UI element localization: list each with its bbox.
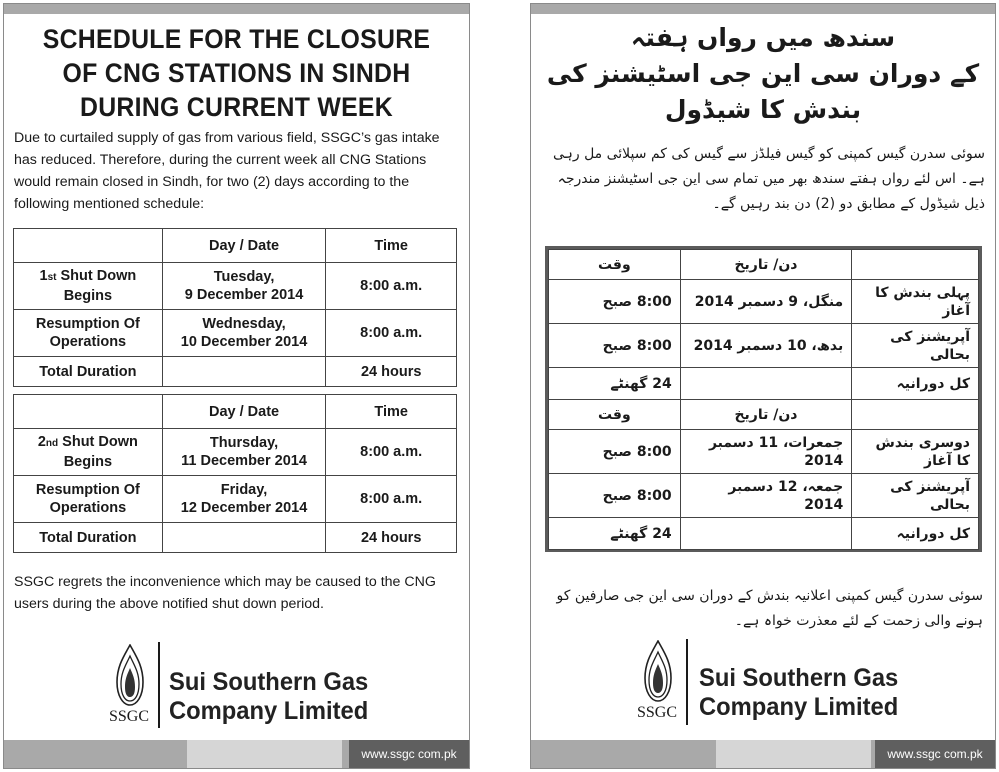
row-time: 8:00 a.m. xyxy=(326,429,457,476)
row-label: آپریشنز کی بحالی xyxy=(852,324,979,368)
row-label: کل دورانیہ xyxy=(852,368,979,400)
urdu-notice-panel xyxy=(530,3,996,769)
table-header-row xyxy=(14,229,457,263)
urdu-tables-frame xyxy=(545,246,982,552)
company-name: Sui Southern Gas Company Limited xyxy=(169,668,369,725)
row-label: آپریشنز کی بحالی xyxy=(852,474,979,518)
row-total: 24 hours xyxy=(326,357,457,387)
row-time: 8:00 a.m. xyxy=(326,310,457,357)
row-time: 8:00 صبح xyxy=(549,474,681,518)
urdu-schedule-table-second xyxy=(548,399,979,550)
bottom-bar xyxy=(4,740,469,768)
row-date: جمعہ، 12 دسمبر 2014 xyxy=(680,474,852,518)
table-row xyxy=(549,324,979,368)
row-time: 8:00 صبح xyxy=(549,430,681,474)
header-day-date: Day / Date xyxy=(162,395,326,429)
row-date: Friday, 12 December 2014 xyxy=(162,476,326,523)
row-total: 24 گھنٹے xyxy=(549,368,681,400)
header-day-date: دن/ تاریخ xyxy=(680,400,852,430)
row-label: Total Duration xyxy=(14,357,163,387)
header-time: وقت xyxy=(549,400,681,430)
header-time: وقت xyxy=(549,250,681,280)
english-intro-paragraph: Due to curtailed supply of gas from various field, SSGC’s gas intake has reduced. Therefore, during the current week all CNG Stations would remain closed in Sindh, for two (2) days according to the following mentioned schedule: xyxy=(14,130,440,212)
flame-icon xyxy=(114,644,146,706)
urdu-intro-paragraph: سوئی سدرن گیس کمپنی کو گیس فیلڈز سے گیس کی کم سپلائی مل رہی ہے۔ اس لئے رواں ہفتے سندھ بھر میں تمام سی این جی اسٹیشنز مندرجہ ذیل شیڈول کے مطابق دو (2) دن بند رہیں گے۔ xyxy=(552,146,985,212)
row-time: 8:00 a.m. xyxy=(326,263,457,310)
table-row xyxy=(14,476,457,523)
row-label: Resumption Of Operations xyxy=(14,476,163,523)
row-total: 24 hours xyxy=(326,523,457,553)
urdu-schedule-table-first xyxy=(548,249,979,400)
row-label: 1st Shut Down Begins xyxy=(14,263,163,310)
row-label: Resumption Of Operations xyxy=(14,310,163,357)
row-label: کل دورانیہ xyxy=(852,518,979,550)
row-date: Tuesday, 9 December 2014 xyxy=(162,263,326,310)
flame-icon xyxy=(642,640,674,702)
company-name: Sui Southern Gas Company Limited xyxy=(699,664,899,721)
row-label: Total Duration xyxy=(14,523,163,553)
table-header-row xyxy=(549,400,979,430)
header-time: Time xyxy=(326,395,457,429)
table-row xyxy=(14,357,457,387)
row-time: 8:00 صبح xyxy=(549,324,681,368)
header-day-date: دن/ تاریخ xyxy=(680,250,852,280)
english-footer-paragraph: SSGC regrets the inconvenience which may be caused to the CNG users during the above notified shut down period. xyxy=(14,574,436,612)
row-date: جمعرات، 11 دسمبر 2014 xyxy=(680,430,852,474)
english-title: SCHEDULE FOR THE CLOSURE OF CNG STATIONS IN SINDH DURING CURRENT WEEK xyxy=(42,24,431,122)
urdu-title: سندھ میں رواں ہفتہ کے دوران سی این جی اسٹیشنز کی بندش کا شیڈول xyxy=(546,23,980,124)
logo-wordmark: SSGC xyxy=(108,708,150,725)
table-header-row xyxy=(14,395,457,429)
row-label: پہلی بندش کا آغاز xyxy=(852,280,979,324)
row-date: Wednesday, 10 December 2014 xyxy=(162,310,326,357)
header-time: Time xyxy=(326,229,457,263)
header-day-date: Day / Date xyxy=(162,229,326,263)
table-row xyxy=(549,430,979,474)
bottom-bar xyxy=(531,740,995,768)
table-row xyxy=(549,280,979,324)
row-time: 8:00 صبح xyxy=(549,280,681,324)
row-label: دوسری بندش کا آغاز xyxy=(852,430,979,474)
table-row xyxy=(549,368,979,400)
table-row xyxy=(14,523,457,553)
table-row xyxy=(14,263,457,310)
logo-divider xyxy=(158,642,160,728)
english-notice-panel xyxy=(3,3,470,769)
logo-wordmark: SSGC xyxy=(636,704,678,721)
top-bar xyxy=(4,4,469,14)
row-date: بدھ، 10 دسمبر 2014 xyxy=(680,324,852,368)
row-date: منگل، 9 دسمبر 2014 xyxy=(680,280,852,324)
schedule-table-second-shutdown xyxy=(13,394,457,553)
row-date: Thursday, 11 December 2014 xyxy=(162,429,326,476)
row-label: 2nd Shut Down Begins xyxy=(14,429,163,476)
top-bar xyxy=(531,4,995,14)
table-row xyxy=(549,518,979,550)
logo-divider xyxy=(686,639,688,725)
website-label: www.ssgc com.pk xyxy=(349,740,469,768)
website-label: www.ssgc com.pk xyxy=(875,740,995,768)
row-total: 24 گھنٹے xyxy=(549,518,681,550)
table-row xyxy=(549,474,979,518)
row-time: 8:00 a.m. xyxy=(326,476,457,523)
ssgc-logo xyxy=(99,644,159,728)
table-row xyxy=(14,310,457,357)
schedule-table-first-shutdown xyxy=(13,228,457,387)
table-header-row xyxy=(549,250,979,280)
table-row xyxy=(14,429,457,476)
ssgc-logo xyxy=(627,640,687,724)
urdu-footer-paragraph: سوئی سدرن گیس کمپنی اعلانیہ بندش کے دوران سی این جی صارفین کو ہونے والی زحمت کے لئے معذرت خواہ ہے۔ xyxy=(556,588,983,629)
